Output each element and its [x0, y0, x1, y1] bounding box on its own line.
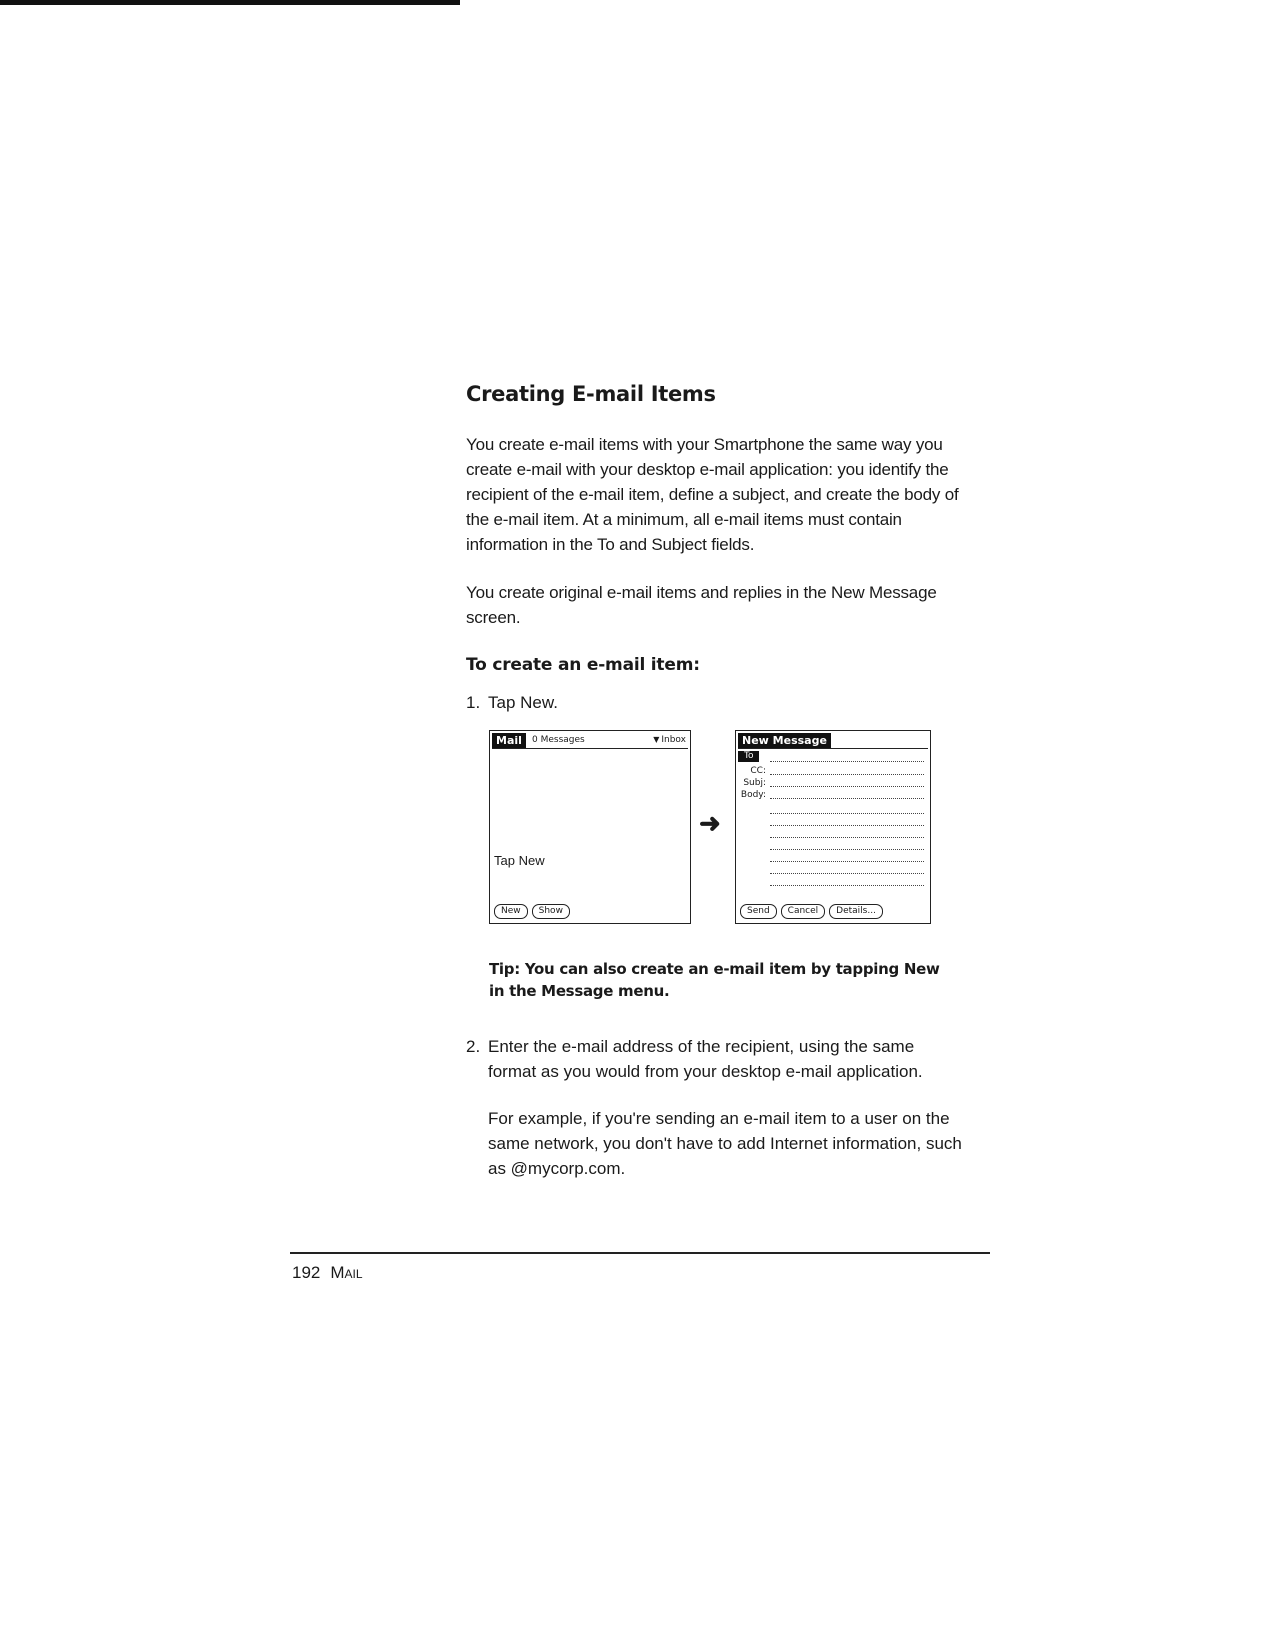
new-message-title-tab: New Message	[738, 733, 831, 748]
body-line	[770, 873, 924, 874]
body-field-label: Body:	[740, 790, 766, 800]
new-button: New	[494, 904, 528, 919]
tap-new-callout: Tap New	[494, 853, 545, 868]
tip-label: Tip:	[489, 960, 520, 978]
show-button: Show	[532, 904, 570, 919]
mail-button-row	[494, 904, 570, 919]
to-field-line	[770, 761, 924, 762]
cc-field-label: CC:	[750, 766, 766, 776]
tip-note	[489, 958, 959, 1002]
send-button: Send	[740, 904, 777, 919]
scan-edge-mark	[0, 0, 460, 5]
title-underline	[492, 748, 688, 749]
intro-paragraph: You create e-mail items with your Smartphone the same way you create e-mail with your desktop e-mail application: you identify the recipient of the e-mail item, define a subject, and create the body of the e-mail item. At a minimum, all e-mail items must contain information in the To and Subject fields.	[466, 435, 959, 554]
procedure-heading: To create an e-mail item:	[466, 655, 700, 675]
folder-name: Inbox	[661, 735, 686, 745]
details-button: Details...	[829, 904, 883, 919]
title-underline	[738, 748, 928, 749]
body-line	[770, 825, 924, 826]
body-line	[770, 885, 924, 886]
chapter-name: Mail	[330, 1263, 363, 1282]
message-count: 0 Messages	[532, 735, 585, 745]
dropdown-triangle-icon: ▼	[653, 735, 660, 744]
step-2-number: 2.	[466, 1037, 481, 1056]
step-1-text: Tap New.	[488, 693, 558, 712]
body-line	[770, 849, 924, 850]
body-field-line	[770, 798, 924, 799]
mail-screen-illustration	[489, 730, 691, 924]
cc-field-line	[770, 774, 924, 775]
to-field-label: To	[738, 751, 759, 762]
subject-field-line	[770, 786, 924, 787]
right-arrow-icon: ➜	[699, 808, 721, 838]
page-footer	[292, 1263, 363, 1283]
folder-selector	[653, 734, 686, 746]
step-2	[466, 1034, 986, 1084]
section-title: Creating E-mail Items	[466, 382, 716, 406]
body-line	[770, 861, 924, 862]
step-1-number: 1.	[466, 693, 481, 712]
mail-title-tab: Mail	[492, 733, 526, 748]
step-1	[466, 690, 986, 715]
new-message-paragraph: You create original e-mail items and replies in the New Message screen.	[466, 583, 937, 627]
step-2-text: Enter the e-mail address of the recipient, using the same format as you would from your desktop e-mail application.	[488, 1037, 923, 1081]
new-message-button-row	[740, 904, 883, 919]
tip-text: You can also create an e-mail item by tapping New in the Message menu.	[489, 960, 940, 1000]
body-line	[770, 837, 924, 838]
body-line	[770, 813, 924, 814]
step-2-example: For example, if you're sending an e-mail item to a user on the same network, you don't have to add Internet information, such as @mycorp.com.	[488, 1109, 962, 1178]
footer-rule	[290, 1252, 990, 1254]
page-number: 192	[292, 1263, 321, 1282]
subject-field-label: Subj:	[743, 778, 766, 788]
new-message-screen-illustration	[735, 730, 931, 924]
cancel-button: Cancel	[781, 904, 826, 919]
